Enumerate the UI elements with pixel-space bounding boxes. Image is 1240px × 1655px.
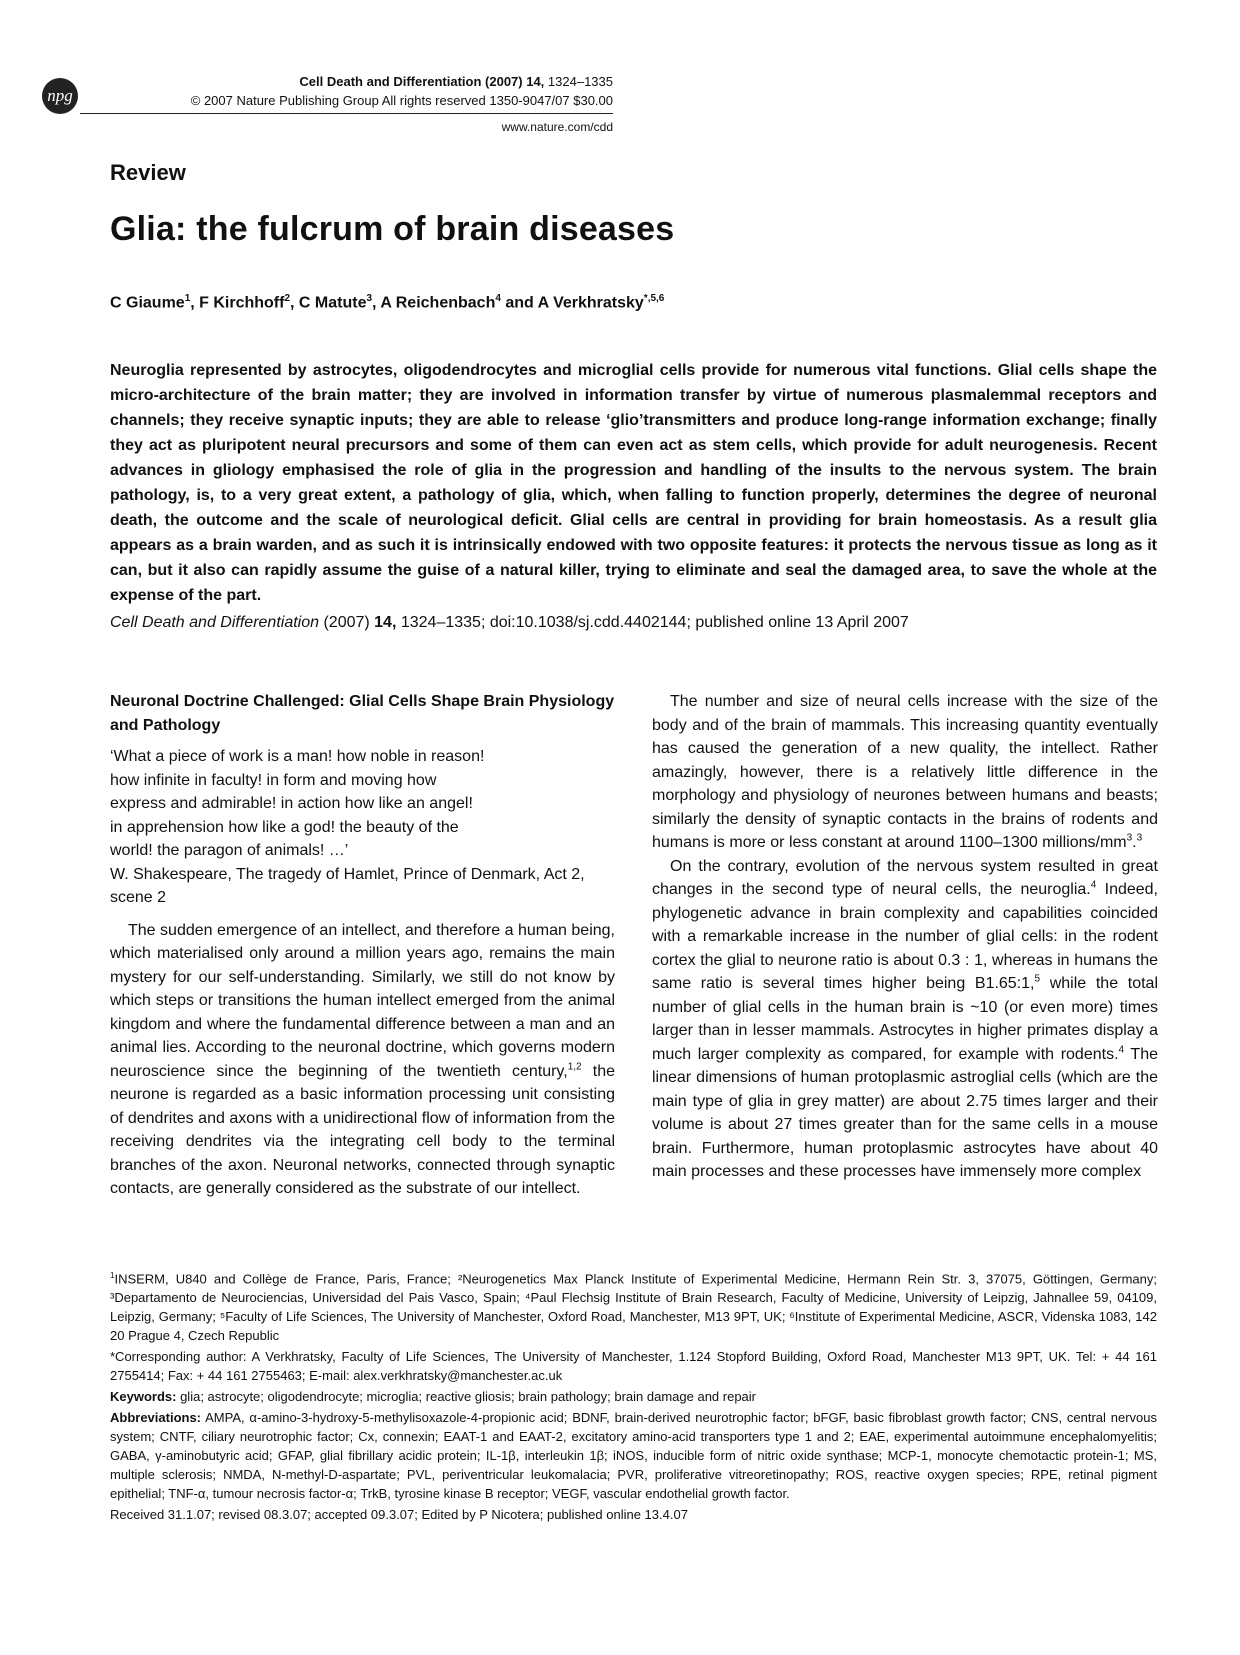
- citation-details: 1324–1335; doi:10.1038/sj.cdd.4402144; published online 13 April 2007: [396, 614, 909, 631]
- paragraph-text: The number and size of neural cells increase with the size of the body and of the brain of mammals. This increasing quantity eventually has caused the generation of a new quality, the intellect. Rather amazingly, however, there is a relatively little difference in the morphology and physiology of neurones between humans and beasts; similarly the density of synaptic contacts in the brains of rodents and humans is more or less constant at around 1100–1300 millions/mm: [652, 693, 1158, 851]
- author-affiliation: 4: [495, 293, 501, 304]
- paragraph-text: The linear dimensions of human protoplasmic astroglial cells (which are the main type of glia in grey matter) are about 2.75 times larger and their volume is about 27 times greater than for the same cells in a mouse brain. Furthermore, human protoplasmic astrocytes have about 40 main processes and these processes have immensely more complex: [652, 1045, 1159, 1180]
- right-column: [652, 690, 1158, 1184]
- epigraph-source: W. Shakespeare, The tragedy of Hamlet, Prince of Denmark, Act 2, scene 2: [110, 865, 585, 906]
- citation: [110, 610, 1157, 635]
- header-rule: [80, 113, 613, 114]
- journal-url[interactable]: www.nature.com/cdd: [501, 120, 613, 134]
- abstract: Neuroglia represented by astrocytes, oligodendrocytes and microglial cells provide for numerous vital functions. Glial cells shape the micro-architecture of the brain matter; they are involved in information transfer by virtue of numerous plasmalemmal receptors and channels; they receive synaptic inputs; they are able to release ‘glio’transmitters and produce long-range information exchange; finally they act as pluripotent neural precursors and some of them can even act as stem cells, which provide for adult neurogenesis. Recent advances in gliology emphasised the role of glia in the progression and handling of the insults to the nervous system. The brain pathology, is, to a very great extent, a pathology of glia, which, when falling to function properly, determines the degree of neuronal death, the outcome and the scale of neurological deficit. Glial cells are central in providing for brain homeostasis. As a result glia appears as a brain warden, and as such it is intrinsically endowed with two opposite features: it protects the nervous tissue as long as it can, but it also can rapidly assume the guise of a natural killer, trying to eliminate and seal the damaged area, to save the whole at the expense of the part.: [110, 362, 1157, 604]
- paragraph-text: On the contrary, evolution of the nervous system resulted in great changes in the second type of neural cells, the neuroglia.: [652, 857, 1158, 898]
- abbreviations-label: Abbreviations:: [110, 1410, 202, 1426]
- corresponding-author: *Corresponding author: A Verkhratsky, Faculty of Life Sciences, The University of Manchester, 1.124 Stopford Building, Oxford Road, Manchester M13 9PT, UK. Tel: + 44 161 2755414; Fax: + 44 161 2755463; E-mail: alex.verkhratsky@manchester.ac.uk: [110, 1349, 1157, 1384]
- paragraph-text: The sudden emergence of an intellect, and therefore a human being, which materialised only around a million years ago, remains the main mystery for our self-understanding. Similarly, we still do not know by which steps or transitions the human intellect emerged from the animal kingdom and where the fundamental difference between a man and an animal lies. According to the neuronal doctrine, which governs modern neuroscience since the beginning of the twentieth century,: [110, 921, 615, 1080]
- paragraph-text: while the total number of glial cells in the human brain is ~10 (or even more) times larger than in lesser mammals. Astrocytes in higher primates display a much larger complexity as compared, for example with rodents.: [652, 975, 1159, 1063]
- citation-year: (2007): [319, 614, 375, 631]
- body-paragraph: [652, 690, 1158, 855]
- epigraph-line: in apprehension how like a god! the beauty of the: [110, 818, 459, 836]
- author-affiliation: *,5,6: [643, 293, 665, 304]
- author-name: C Matute: [298, 294, 367, 312]
- epigraph-line: ‘What a piece of work is a man! how noble in reason!: [110, 748, 485, 765]
- author-name: A Reichenbach: [380, 294, 496, 312]
- keywords-text: glia; astrocyte; oligodendrocyte; microglia; reactive gliosis; brain pathology; brain damage and repair: [176, 1389, 757, 1405]
- paragraph-text: Indeed, phylogenetic advance in brain complexity and capabilities coincided with a remarkable increase in the number of glial cells: in the rodent cortex the glial to neurone ratio is about 0.3 : 1, whereas in humans the same ratio is several times higher being B1.65:1,: [652, 881, 1159, 992]
- abbreviations-text: AMPA, α-amino-3-hydroxy-5-methylisoxazole-4-propionic acid; BDNF, brain-derived neurotrophic factor; bFGF, basic fibroblast growth factor; CNS, central nervous system; CNTF, ciliary neurotrophic factor; Cx, connexin; EAAT-1 and EAAT-2, excitatory amino-acid transporters type 1 and 2; EAE, experimental autoimmune encephalomyelitis; GABA, γ-aminobutyric acid; GFAP, glial fibrillary acidic protein; IL-1β, interleukin 1β; iNOS, inducible form of nitric oxide synthase; MCP-1, monocyte chemotactic protein-1; MS, multiple sclerosis; NMDA, N-methyl-D-aspartate; PVL, periventricular leukomalacia; PVR, proliferative vitreoretinopathy; ROS, reactive oxygen species; RPE, retinal pigment epithelial; TNF-α, tumour necrosis factor-α; TrkB, tyrosine kinase B receptor; VEGF, vascular endothelial growth factor.: [110, 1410, 1157, 1502]
- body-paragraph: [652, 855, 1158, 1184]
- paragraph-text: the neurone is regarded as a basic information processing unit consisting of dendrites and axons with a unidirectional flow of information from the receiving dendrites via the integrating cell body to the terminal branches of the axon. Neuronal networks, connected through synaptic contacts, are generally considered as the substrate of our intellect.: [110, 1062, 616, 1197]
- paragraph-text: .: [1132, 834, 1137, 851]
- epigraph-line: how infinite in faculty! in form and moving how: [110, 771, 437, 789]
- affiliations-text: INSERM, U840 and Collège de France, Paris, France; ²Neurogenetics Max Planck Institute of Experimental Medicine, Hermann Rein Str. 3, 37075, Göttingen, Germany; ³Departamento de Neurociencias, Universidad del Pais Vasco, Spain; ⁴Paul Flechsig Institute of Brain Research, Faculty of Medicine, University of Leipzig, Jahnallee 59, 04109, Leipzig, Germany; ⁵Faculty of Life Sciences, The University of Manchester, Oxford Road, Manchester, M13 9PT, UK; ⁶Institute of Experimental Medicine, ASCR, Videnska 1083, 142 20 Prague 4, Czech Republic: [110, 1271, 1157, 1344]
- left-column: [110, 690, 615, 1201]
- author-name: A Verkhratsky: [537, 294, 644, 312]
- reference-marker[interactable]: 3: [1136, 832, 1143, 844]
- journal-pages: 1324–1335: [544, 74, 613, 89]
- author-name: F Kirchhoff: [199, 294, 285, 312]
- affiliations: [110, 1266, 1157, 1345]
- affiliation-marker: 1: [110, 1271, 115, 1280]
- journal-name: Cell Death and Differentiation (2007) 14,: [299, 74, 545, 89]
- author-list: C Giaume$^1$, F Kirchhoff$^2$, C Matute$^3$, A Reichenbach$^4$ and A Verkhratsky$^{*,5,6}$: [110, 293, 665, 312]
- journal-line: [150, 73, 613, 90]
- keywords: [110, 1387, 1157, 1406]
- keywords-label: Keywords:: [110, 1389, 177, 1405]
- article-title: Glia: the fulcrum of brain diseases: [110, 210, 675, 248]
- unit-exponent: 3: [1126, 832, 1133, 844]
- reference-marker[interactable]: 1,2: [567, 1061, 582, 1073]
- body-paragraph: [110, 919, 615, 1201]
- citation-volume: 14,: [374, 614, 397, 631]
- reference-marker[interactable]: 4: [1118, 1044, 1125, 1056]
- reference-marker[interactable]: 5: [1034, 973, 1041, 985]
- section-heading: Neuronal Doctrine Challenged: Glial Cells Shape Brain Physiology and Pathology: [110, 693, 615, 734]
- abbreviations: [110, 1408, 1157, 1503]
- copyright-line: © 2007 Nature Publishing Group All rights reserved 1350-9047/07 $30.00: [190, 93, 613, 108]
- author-affiliation: 2: [284, 293, 291, 304]
- citation-journal: Cell Death and Differentiation: [110, 614, 320, 631]
- reference-marker[interactable]: 4: [1090, 879, 1097, 891]
- article-type: Review: [110, 160, 186, 185]
- footnotes: [110, 1266, 1157, 1526]
- epigraph-line: world! the paragon of animals! …’: [110, 842, 349, 859]
- author-name: C Giaume: [110, 294, 185, 312]
- publisher-logo: npg: [42, 78, 78, 114]
- epigraph-line: express and admirable! in action how like an angel!: [110, 795, 473, 812]
- author-affiliation: 3: [366, 293, 373, 304]
- epigraph: [110, 745, 615, 910]
- received-dates: Received 31.1.07; revised 08.3.07; accepted 09.3.07; Edited by P Nicotera; published online 13.4.07: [110, 1507, 688, 1523]
- author-affiliation: 1: [184, 293, 191, 304]
